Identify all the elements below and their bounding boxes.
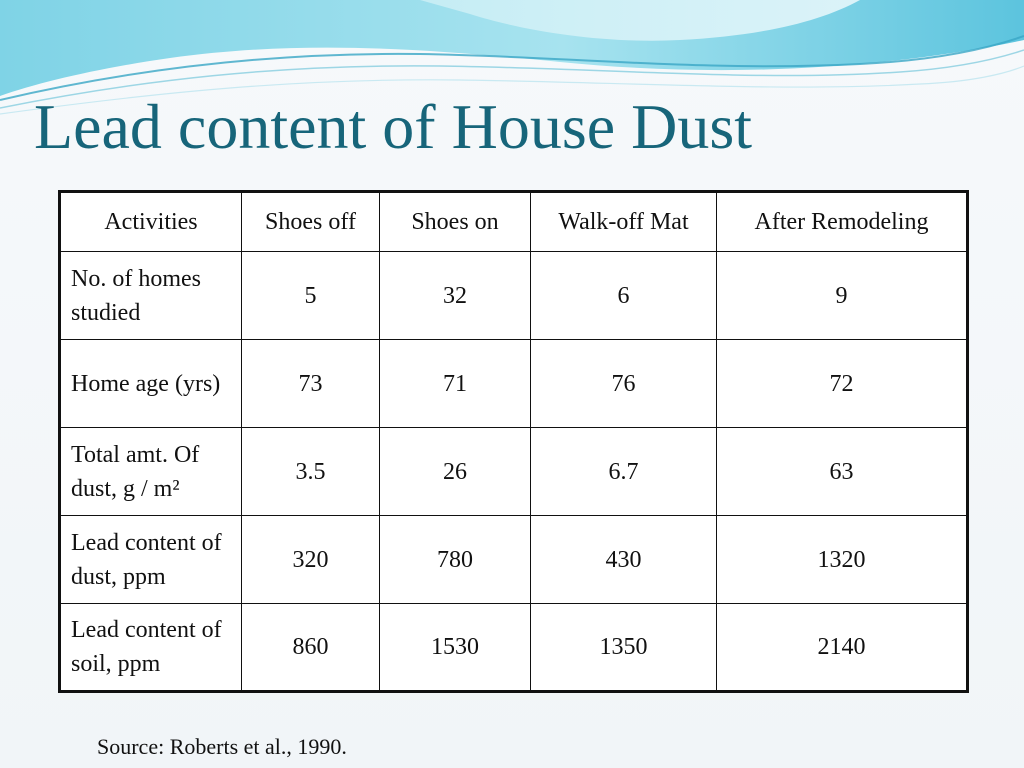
table-cell: 73	[242, 340, 380, 428]
table-row	[60, 516, 968, 604]
table-cell: 430	[531, 516, 717, 604]
row-label: Home age (yrs)	[60, 340, 242, 428]
column-header: Activities	[60, 192, 242, 252]
table-cell: 1320	[717, 516, 968, 604]
table-row	[60, 604, 968, 692]
table-cell: 32	[380, 252, 531, 340]
table-cell: 1350	[531, 604, 717, 692]
table-cell: 6	[531, 252, 717, 340]
slide-title: Lead content of House Dust	[34, 91, 753, 162]
table-cell: 6.7	[531, 428, 717, 516]
table-row	[60, 428, 968, 516]
column-header: Walk-off Mat	[531, 192, 717, 252]
table-cell: 71	[380, 340, 531, 428]
data-table-container	[58, 190, 966, 693]
column-header: After Remodeling	[717, 192, 968, 252]
table-cell: 2140	[717, 604, 968, 692]
row-label: Lead content of dust, ppm	[60, 516, 242, 604]
source-citation: Source: Roberts et al., 1990.	[97, 734, 347, 759]
table-cell: 5	[242, 252, 380, 340]
table-row	[60, 252, 968, 340]
table-cell: 72	[717, 340, 968, 428]
table-cell: 1530	[380, 604, 531, 692]
row-label: No. of homes studied	[60, 252, 242, 340]
table-cell: 76	[531, 340, 717, 428]
table-cell: 3.5	[242, 428, 380, 516]
table-cell: 9	[717, 252, 968, 340]
lead-content-table	[58, 190, 969, 693]
column-header: Shoes on	[380, 192, 531, 252]
table-cell: 26	[380, 428, 531, 516]
column-header: Shoes off	[242, 192, 380, 252]
table-cell: 320	[242, 516, 380, 604]
table-cell: 780	[380, 516, 531, 604]
table-cell: 860	[242, 604, 380, 692]
table-header-row	[60, 192, 968, 252]
row-label: Lead content of soil, ppm	[60, 604, 242, 692]
table-row	[60, 340, 968, 428]
row-label: Total amt. Of dust, g / m²	[60, 428, 242, 516]
table-cell: 63	[717, 428, 968, 516]
